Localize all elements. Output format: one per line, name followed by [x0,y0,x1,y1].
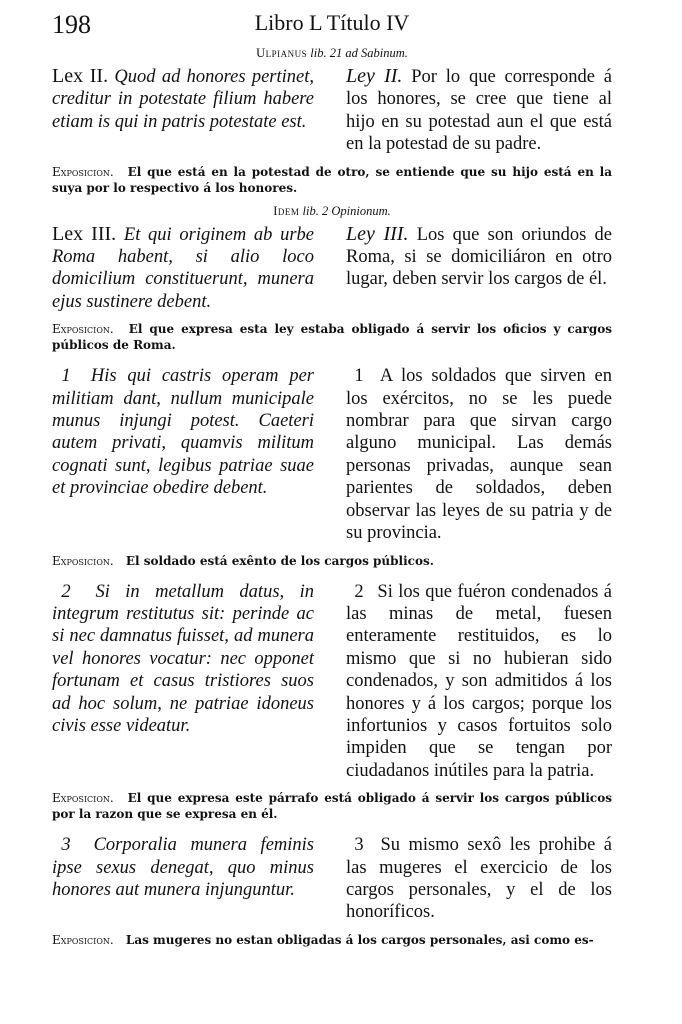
exposicion-label: Exposicion. [52,164,114,179]
running-head: Libro L Título IV [254,10,410,35]
latin-text: Corporalia munera feminis ipse sexus denegat, quo minus honores aut munera injunguntur. [52,835,315,900]
exposicion [52,321,612,353]
paragraph-number: 1 [354,366,364,387]
spanish-law-number: Ley II. [346,65,403,87]
exposicion-text: El soldado está exênto de los cargos públicos. [125,553,434,568]
paragraph-number: 2 [61,581,71,602]
exposicion [52,790,612,822]
page-number: 198 [52,10,91,39]
latin-law-number: Lex II. [52,65,109,87]
law-row [52,65,612,156]
exposicion-label: Exposicion. [52,553,114,568]
exposicion-text: Las mugeres no estan obligadas á los cargos personales, asi como es- [125,932,594,947]
exposicion-label: Exposicion. [52,932,114,947]
exposicion-text: El que expresa esta ley estaba obligado á servir los oficios y cargos públicos de Roma. [52,322,612,353]
spanish-column [346,365,612,544]
paragraph-number: 1 [61,366,71,387]
paragraph-row [52,581,612,783]
paragraph-number: 3 [354,835,364,856]
spanish-column [346,65,612,156]
exposicion-text: El que está en la potestad de otro, se entiende que su hijo está en la suya por lo respectivo á los honores. [52,164,612,195]
source-work: lib. 2 Opinionum. [302,203,391,218]
exposicion-text: El que expresa este párrafo está obligado á servir los cargos públicos por la razon que se expresa en él. [52,791,612,822]
latin-text: Quod ad honores pertinet, creditur in potestate filium habere etiam is qui in patris potestate est. [52,67,315,132]
spanish-text: Los que son oriundos de Roma, si se domiciliáron en otro lugar, deben servir los cargos de él. [346,224,613,290]
spanish-column [346,834,612,924]
latin-column [52,65,314,156]
exposicion-label: Exposicion. [52,322,114,337]
source-citation [52,204,612,219]
source-work: lib. 21 ad Sabinum. [310,46,408,60]
source-author: Idem [273,203,300,218]
spanish-text: Por lo que corresponde á los honores, se cree que tiene al hijo en su potestad aun el que está en la potestad de su padre. [346,67,612,155]
exposicion [52,553,612,569]
paragraph-number: 3 [61,835,71,856]
latin-column [52,365,314,544]
page-header [52,6,612,38]
exposicion [52,932,612,948]
spanish-column [346,581,612,783]
latin-law-number: Lex III. [52,222,117,245]
spanish-text: A los soldados que sirven en los exércitos, no se les puede nombrar para que sirvan cargo alguno municipal. Las demás personas privadas, aunque sean parientes de soldados, deben observar las leyes de su patria y de su provincia. [346,366,613,544]
spanish-text: Su mismo sexô les prohibe á las mugeres el exercicio de los cargos personales, y el de los honoríficos. [346,835,612,923]
latin-column [52,223,314,314]
paragraph-row [52,834,612,924]
spanish-law-number: Ley III. [346,222,409,245]
latin-column [52,581,314,783]
exposicion-label: Exposicion. [52,791,114,806]
latin-column [52,834,314,924]
latin-text: His qui castris operam per militiam dant, nullum municipale munus injungi potest. Caeteri autem privati, quamvis militum cognati sunt, legibus patriae suae et provinciae obedire debent. [52,366,314,499]
law-row [52,223,612,314]
paragraph-number: 2 [354,581,364,602]
source-citation [52,46,612,61]
book-page [52,6,612,954]
spanish-column [346,223,612,314]
spanish-text: Si los que fuéron condenados á las minas de metal, fuesen enteramente restituidos, es lo mismo que si no hubieran sido condenados, y son admitidos á los honores y á los cargos; porque los infortunios y casos fortuitos solo impiden que se tengan por ciudadanos inútiles para la patria. [346,581,612,781]
paragraph-row [52,365,612,544]
exposicion [52,164,612,196]
latin-text: Et qui originem ab urbe Roma habent, si alio loco domicilium constituerunt, munera ejus sustinere debent. [52,224,315,312]
source-author: Ulpianus [256,46,308,60]
latin-text: Si in metallum datus, in integrum restitutus sit: perinde ac si nec damnatus fuisset, ad munera vel honores vocatur: nec opponet fortunam et casus tristiores suos ad hoc solum, ne patriae idoneus civis esse videatur. [52,581,314,736]
